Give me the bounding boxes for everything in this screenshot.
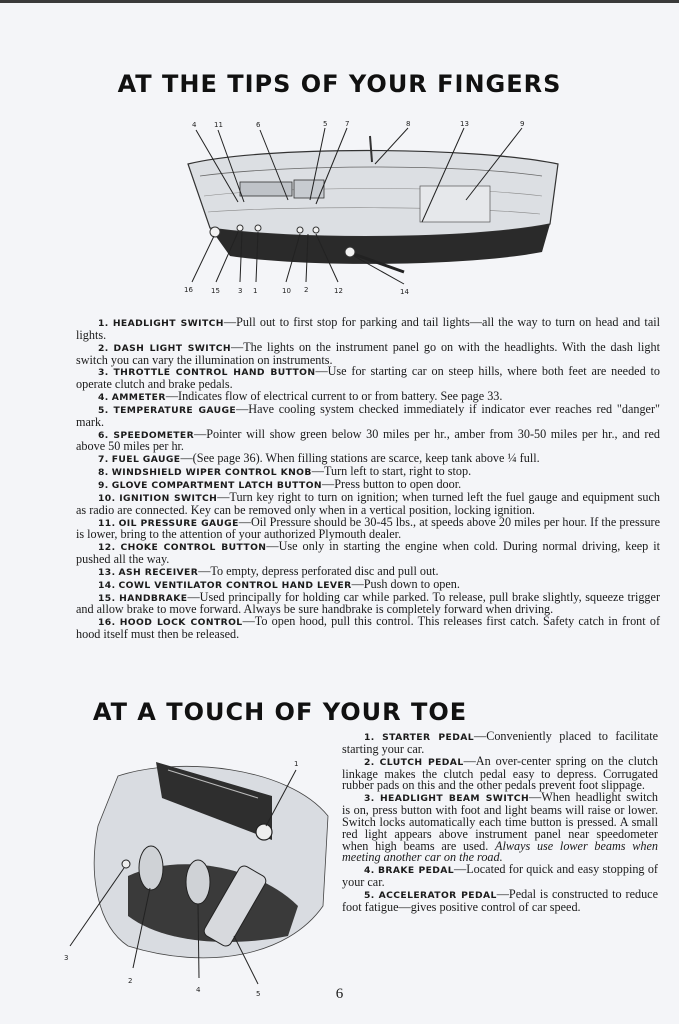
item-number: 12. [98,542,116,554]
item-number: 16. [98,617,116,629]
item-label: HEADLIGHT BEAM SWITCH [379,793,530,805]
item-description: —Indicates flow of electrical current to or from battery. See page 33. [165,389,503,404]
list-item [342,792,658,864]
item-description: —Used principally for holding car while parked. To release, pull brake slightly, squeeze trigger and allow brake to move forward. Always be sure handbrake is completely forward when driving. [76,589,660,617]
list-item [76,541,660,566]
callout-11: 11 [214,121,223,129]
item-description: —To open hood, pull this control. This releases first catch. Safety catch in front of hood itself must then be released. [76,614,660,642]
item-label: CLUTCH PEDAL [379,756,464,768]
callouts-bottom [184,286,409,296]
item-description: —Turn left to start, right to stop. [311,464,472,479]
list-item [76,401,660,429]
list-item [76,317,660,342]
item-label: THROTTLE CONTROL HAND BUTTON [113,367,316,379]
item-label: HEADLIGHT SWITCH [112,318,224,329]
callout-1: 1 [253,287,258,295]
item-label: DASH LIGHT SWITCH [113,342,232,354]
item-number: 4. [364,865,375,877]
callout-1: 1 [294,760,299,768]
item-label: CHOKE CONTROL BUTTON [120,542,267,554]
item-description: —Use only in starting the engine when cold. During normal driving, keep it pushed all the way. [76,539,661,567]
callout-4: 4 [192,121,197,129]
list-item [342,731,658,756]
item-description: —(See page 36). When filling stations are scarce, keep tank above ¼ full. [180,451,540,466]
item-number: 15. [98,592,116,604]
item-description: —Pull out to first stop for parking and tail lights—all the way to turn on head and tail lights. [76,315,660,342]
pedals-drawing [94,762,328,958]
item-label: COWL VENTILATOR CONTROL HAND LEVER [118,579,352,591]
callout-8: 8 [406,120,411,128]
item-label: ACCELERATOR PEDAL [378,889,497,901]
page-number: 6 [335,986,344,1002]
item-description: —The lights on the instrument panel go on with the headlights. With the dash light switch you can vary the illumination on instruments. [76,339,661,367]
dashboard-drawing [188,136,558,272]
list-item [76,616,660,641]
item-label: SPEEDOMETER [113,429,195,441]
list-item [342,864,658,889]
callout-9: 9 [520,120,525,128]
item-number: 2. [364,756,375,768]
list-item [76,489,660,517]
pedals-list [342,731,658,914]
item-number: 1. [364,732,375,743]
item-description: —Have cooling system checked immediately if indicator ever reaches red "danger" mark. [76,401,660,429]
list-item [76,589,660,617]
list-item [76,366,660,391]
item-number: 1. [98,318,109,329]
item-description: —Press button to open door. [322,476,462,491]
item-label: WINDSHIELD WIPER CONTROL KNOB [111,467,312,479]
item-number: 5. [98,404,109,416]
item-label: ASH RECEIVER [118,566,199,578]
item-description: —Use for starting car on steep hills, where both feet are needed to operate clutch and brake pedals. [76,364,660,392]
callout-3: 3 [238,287,243,295]
item-description: —An over-center spring on the clutch linkage makes the clutch pedal easy to depress. Corrugated rubber pads on this and the other pedals prevent foot slippage. [342,753,658,793]
section-title: AT A TOUCH OF YOUR TOE [92,698,468,726]
item-number: 13. [98,566,116,578]
callout-2: 2 [128,977,133,985]
item-label: IGNITION SWITCH [119,492,218,504]
callout-2: 2 [304,286,309,294]
pedals-illustration [58,756,338,1000]
item-number: 6. [98,429,109,441]
item-number: 14. [98,579,116,591]
callout-10: 10 [282,287,291,295]
callout-5: 5 [323,120,328,128]
controls-list [76,317,660,641]
item-description: —Turn key right to turn on ignition; when turned left the fuel gauge and equipment such as radio are connected. Key can be removed only when in a vertical position, locking ignition. [76,489,660,517]
item-label: FUEL GAUGE [111,454,181,466]
callout-5: 5 [256,990,261,998]
list-item [342,886,658,914]
callout-7: 7 [345,120,350,128]
callout-13: 13 [460,120,469,128]
item-label: HOOD LOCK CONTROL [119,617,243,629]
item-number: 11. [98,517,116,529]
page-top-border [0,0,679,3]
item-description: —Conveniently placed to facilitate starting your car. [342,729,658,756]
item-label: AMMETER [111,392,166,404]
item-label: HANDBRAKE [119,592,188,604]
item-description: —Oil Pressure should be 30-45 lbs., at speeds above 20 miles per hour. If the pressure is lower, bring to the attention of your authorized Plymouth dealer. [76,514,661,542]
item-label: GLOVE COMPARTMENT LATCH BUTTON [111,479,323,491]
item-number: 5. [364,889,375,901]
callout-4: 4 [196,986,201,994]
callout-14: 14 [400,288,409,296]
callout-16: 16 [184,286,193,294]
item-number: 7. [98,454,109,466]
item-number: 2. [98,342,109,354]
callout-6: 6 [256,121,261,129]
item-description: —Pointer will show green below 30 miles per hr., amber from 30-50 miles per hr., and red above 50 miles per hr. [76,426,660,454]
item-label: BRAKE PEDAL [378,865,455,877]
item-label: TEMPERATURE GAUGE [113,404,237,416]
callout-15: 15 [211,287,220,295]
list-item [76,514,661,542]
item-number: 9. [98,479,109,491]
page-title: AT THE TIPS OF YOUR FINGERS [117,70,562,98]
item-emphasis: Always use lower beams when meeting another car on the road. [342,838,658,865]
item-number: 10. [98,492,116,504]
item-description: —When headlight switch is on, press button with foot and light beams will raise or lower. Switch locks automatically each time button is pressed. A small red light appears above instrument panel near speedometer when high beams are used. [342,790,659,853]
item-label: OIL PRESSURE GAUGE [118,517,239,529]
list-item [76,339,661,367]
item-label: STARTER PEDAL [382,732,475,743]
item-description: —Push down to open. [351,576,460,591]
item-description: —Located for quick and easy stopping of your car. [342,862,658,890]
item-number: 3. [364,793,375,805]
list-item [342,753,658,793]
list-item [76,426,660,454]
callout-3: 3 [64,954,69,962]
callouts-top [192,120,524,129]
item-number: 4. [98,392,109,404]
dashboard-illustration [170,116,570,298]
item-number: 8. [98,467,109,479]
item-description: —Pedal is constructed to reduce foot fatigue—gives positive control of car speed. [342,886,658,914]
item-description: —To empty, depress perforated disc and pull out. [198,563,439,578]
callout-12: 12 [334,287,343,295]
item-number: 3. [98,367,109,379]
